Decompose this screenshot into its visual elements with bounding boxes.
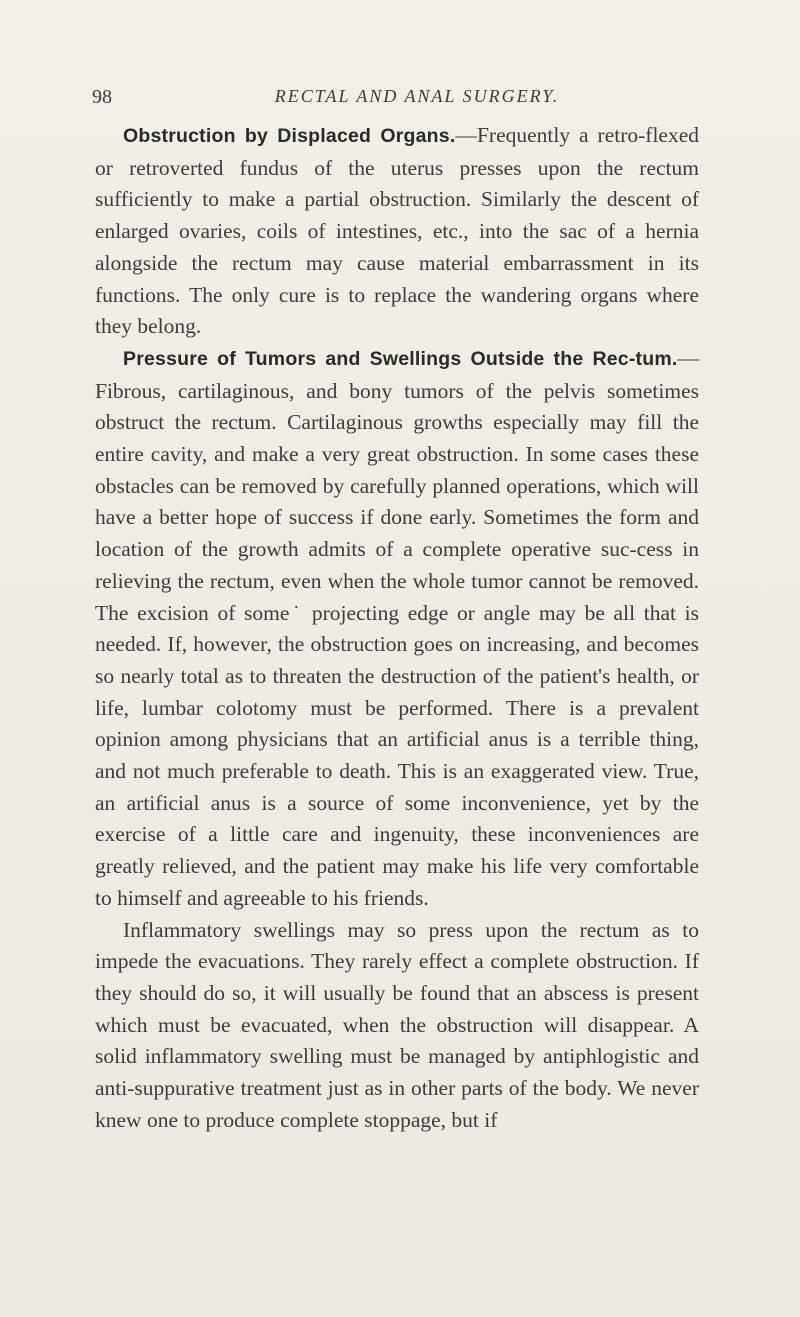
section-heading: Obstruction by Displaced Organs. — [123, 125, 456, 147]
paragraph-tumors-pressure — [95, 343, 699, 915]
paragraph-inflammatory-swellings — [95, 915, 699, 1137]
page-header — [92, 86, 702, 116]
paragraph-text: —Fibrous, cartilaginous, and bony tumors of the pelvis sometimes obstruct the rectum. Cartilaginous growths especially may fill the entire cavity, and make a very great obstruction. In some cases these obstacles can be removed by carefully planned operations, which will have a better hope of success if done early. Sometimes the form and location of the growth admits of a complete operative suc-cess in relieving the rectum, even when the whole tumor cannot be removed. The excision of some˙ projecting edge or angle may be all that is needed. If, however, the obstruction goes on increasing, and becomes so nearly total as to threaten the destruction of the patient's health, or life, lumbar colotomy must be performed. There is a prevalent opinion among physicians that an artificial anus is a terrible thing, and not much preferable to death. This is an exaggerated view. True, an artificial anus is a source of some inconvenience, yet by the exercise of a little care and ingenuity, these inconveniences are greatly relieved, and the patient may make his life very comfortable to himself and agreeable to his friends. — [95, 345, 699, 910]
page-number: 98 — [92, 86, 112, 108]
paragraph-text: Inflammatory swellings may so press upon the rectum as to impede the evacuations. They rarely effect a complete obstruction. If they should do so, it will usually be found that an abscess is present which must be evacuated, when the obstruction will disappear. A solid inflammatory swelling must be managed by antiphlogistic and anti-suppurative treatment just as in other parts of the body. We never knew one to produce complete stoppage, but if — [95, 917, 699, 1132]
paragraph-text: —Frequently a retro-flexed or retroverted fundus of the uterus presses upon the rectum sufficiently to make a partial obstruction. Similarly the descent of enlarged ovaries, coils of intestines, etc., into the sac of a hernia alongside the rectum may cause material embarrassment in its functions. The only cure is to replace the wandering organs where they belong. — [95, 123, 700, 339]
paragraph-displaced-organs — [95, 120, 699, 343]
section-heading: Pressure of Tumors and Swellings Outside the Rec-tum. — [123, 347, 678, 370]
body-text — [95, 120, 699, 1137]
running-title: RECTAL AND ANAL SURGERY. — [274, 86, 560, 106]
